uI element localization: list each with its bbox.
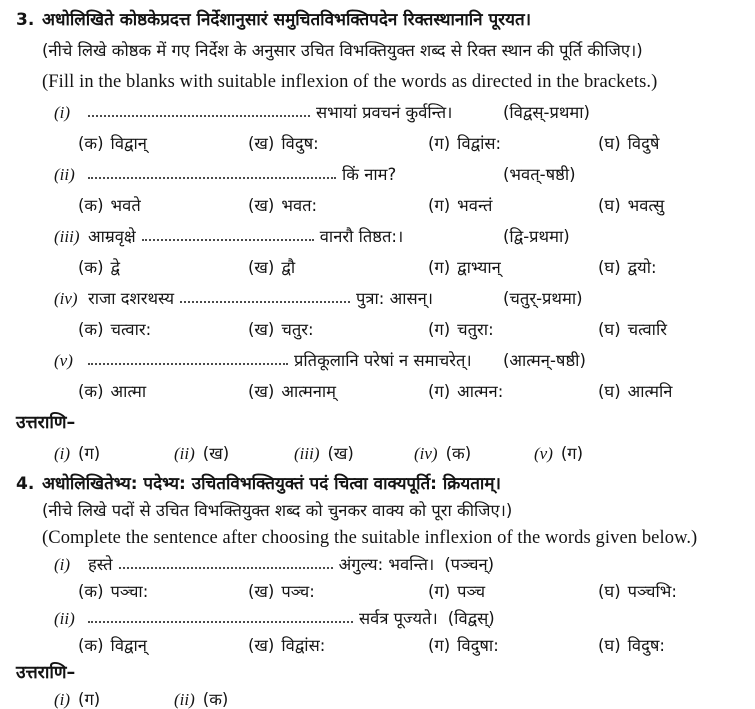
option-key: (ग) bbox=[428, 134, 451, 153]
question-3 bbox=[16, 8, 741, 466]
option-text: पञ्चा: bbox=[110, 582, 149, 601]
option-key: (ख) bbox=[248, 196, 275, 215]
option-text: विदुषा: bbox=[457, 636, 499, 655]
options-row bbox=[78, 380, 741, 404]
hindi-instruction: (नीचे लिखे पदों से उचित विभक्तियुक्त शब्द को चुनकर वाक्य को पूरा कीजिए।) bbox=[42, 501, 513, 520]
item-bracket: (चतुर्-प्रथमा) bbox=[503, 289, 583, 308]
option-text: चतुर: bbox=[281, 320, 314, 339]
option-c bbox=[428, 318, 598, 342]
option-text: पञ्चभि: bbox=[627, 582, 677, 601]
answers-row bbox=[54, 688, 741, 709]
option-text: विद्वान् bbox=[110, 636, 147, 655]
options-row bbox=[78, 318, 741, 342]
option-b bbox=[248, 194, 428, 218]
item-text: प्रतिकूलानि परेषां न समाचरेत्। bbox=[294, 351, 472, 370]
option-key: (घ) bbox=[598, 196, 621, 215]
answer-label: (iv) bbox=[414, 444, 438, 463]
item-label: (i) bbox=[54, 103, 71, 122]
answer-label: (i) bbox=[54, 690, 71, 709]
hindi-instruction: (नीचे लिखे कोष्ठक में गए निर्देश के अनुसार उचित विभक्तियुक्त शब्द से रिक्त स्थान की पूर्ति कीजिए।) bbox=[42, 41, 643, 60]
answer-item bbox=[54, 688, 174, 709]
option-text: आत्मा bbox=[110, 382, 147, 401]
option-text: विदुष: bbox=[627, 636, 665, 655]
item-text: सभायां प्रवचनं कुर्वन्ति। bbox=[316, 103, 453, 122]
option-text: भवत्सु bbox=[627, 196, 665, 215]
english-instruction: (Complete the sentence after choosing the suitable inflexion of the words given below.) bbox=[42, 528, 698, 548]
blank-dotted-line bbox=[119, 567, 333, 569]
blank-dotted-line bbox=[88, 363, 288, 365]
english-instruction: (Fill in the blanks with suitable inflexion of the words as directed in the brackets.) bbox=[42, 72, 658, 92]
option-key: (ख) bbox=[248, 582, 275, 601]
option-key: (घ) bbox=[598, 320, 621, 339]
item-bracket: (आत्मन्-षष्ठी) bbox=[503, 351, 586, 370]
item-row bbox=[54, 287, 741, 311]
item-bracket: (भवत्-षष्ठी) bbox=[503, 165, 576, 184]
item-text: किं नाम? bbox=[342, 165, 397, 184]
option-text: भवत: bbox=[281, 196, 318, 215]
item-row bbox=[54, 607, 741, 631]
options-row bbox=[78, 194, 741, 218]
option-key: (घ) bbox=[598, 636, 621, 655]
question-3-heading bbox=[16, 8, 741, 32]
blank-dotted-line bbox=[180, 301, 350, 303]
option-b bbox=[248, 318, 428, 342]
option-key: (ख) bbox=[248, 636, 275, 655]
option-key: (क) bbox=[78, 258, 104, 277]
option-key: (घ) bbox=[598, 134, 621, 153]
option-text: पञ्च: bbox=[281, 582, 315, 601]
item-row bbox=[54, 163, 741, 187]
option-c bbox=[428, 634, 598, 658]
option-text: आत्मन: bbox=[457, 382, 504, 401]
option-text: विदुषे bbox=[627, 134, 660, 153]
answer-item bbox=[174, 442, 294, 466]
option-key: (घ) bbox=[598, 258, 621, 277]
answer-label: (i) bbox=[54, 444, 71, 463]
option-text: चतुरा: bbox=[457, 320, 494, 339]
option-a bbox=[78, 318, 248, 342]
option-text: विद्वांस: bbox=[281, 636, 326, 655]
item-pre-text: हस्ते bbox=[88, 555, 113, 574]
option-text: आत्मनाम् bbox=[281, 382, 337, 401]
option-key: (क) bbox=[78, 636, 104, 655]
option-key: (ख) bbox=[248, 320, 275, 339]
option-d bbox=[598, 580, 677, 604]
option-c bbox=[428, 380, 598, 404]
option-d bbox=[598, 380, 672, 404]
question-number: 3. bbox=[16, 10, 35, 30]
option-key: (ग) bbox=[428, 382, 451, 401]
sanskrit-heading: अधोलिखितेभ्य: पदेभ्य: उचितविभक्तियुक्तं पदं चित्वा वाक्यपूर्ति: क्रियताम्। bbox=[42, 474, 501, 494]
item-row bbox=[54, 553, 741, 577]
options-row bbox=[78, 580, 741, 604]
option-d bbox=[598, 634, 665, 658]
item-row bbox=[54, 101, 741, 125]
option-b bbox=[248, 634, 428, 658]
option-text: द्वयो: bbox=[627, 258, 657, 277]
option-text: चत्वार: bbox=[110, 320, 152, 339]
answer-key: (ख) bbox=[202, 444, 230, 463]
answer-key: (ग) bbox=[78, 690, 101, 709]
option-text: द्वे bbox=[110, 258, 121, 277]
answers-heading: उत्तराणि– bbox=[16, 663, 76, 683]
answer-key: (ख) bbox=[327, 444, 354, 463]
answer-label: (iii) bbox=[294, 444, 320, 463]
option-text: पञ्च bbox=[457, 582, 486, 601]
item-label: (iv) bbox=[54, 289, 78, 308]
option-text: द्वाभ्यान् bbox=[457, 258, 501, 277]
answer-label: (ii) bbox=[174, 444, 195, 463]
blank-dotted-line bbox=[88, 177, 336, 179]
option-b bbox=[248, 580, 428, 604]
option-key: (ख) bbox=[248, 134, 275, 153]
item-label: (iii) bbox=[54, 227, 80, 246]
item-pre-text: आम्रवृक्षे bbox=[88, 227, 136, 246]
option-text: विद्वान् bbox=[110, 134, 147, 153]
option-a bbox=[78, 380, 248, 404]
option-b bbox=[248, 132, 428, 156]
item-label: (ii) bbox=[54, 609, 75, 628]
option-key: (ग) bbox=[428, 196, 451, 215]
option-c bbox=[428, 132, 598, 156]
item-label: (i) bbox=[54, 555, 71, 574]
answer-key: (ग) bbox=[78, 444, 101, 463]
option-key: (ख) bbox=[248, 258, 275, 277]
option-key: (ग) bbox=[428, 582, 451, 601]
item-text: पुत्रा: आसन्। bbox=[356, 289, 434, 308]
answer-item bbox=[414, 442, 534, 466]
answer-item bbox=[54, 442, 174, 466]
item-bracket: (विद्वस्) bbox=[447, 609, 495, 628]
option-d bbox=[598, 318, 667, 342]
blank-dotted-line bbox=[88, 115, 310, 117]
answer-key: (ग) bbox=[560, 444, 584, 463]
option-key: (क) bbox=[78, 382, 104, 401]
answer-item bbox=[534, 442, 583, 466]
option-a bbox=[78, 580, 248, 604]
option-key: (ग) bbox=[428, 258, 451, 277]
option-c bbox=[428, 194, 598, 218]
item-row bbox=[54, 349, 741, 373]
options-row bbox=[78, 256, 741, 280]
answer-key: (क) bbox=[445, 444, 472, 463]
item-label: (v) bbox=[54, 351, 73, 370]
answer-label: (ii) bbox=[174, 690, 195, 709]
item-bracket: (विद्वस्-प्रथमा) bbox=[503, 103, 590, 122]
option-a bbox=[78, 256, 248, 280]
option-key: (घ) bbox=[598, 382, 621, 401]
option-text: भवन्तं bbox=[457, 196, 493, 215]
options-row bbox=[78, 132, 741, 156]
option-b bbox=[248, 380, 428, 404]
option-text: द्वौ bbox=[281, 258, 296, 277]
option-key: (घ) bbox=[598, 582, 621, 601]
option-key: (क) bbox=[78, 196, 104, 215]
option-key: (क) bbox=[78, 582, 104, 601]
item-bracket: (द्वि-प्रथमा) bbox=[503, 227, 570, 246]
option-key: (ख) bbox=[248, 382, 275, 401]
option-key: (क) bbox=[78, 134, 104, 153]
option-text: विदुष: bbox=[281, 134, 319, 153]
answer-label: (v) bbox=[534, 444, 553, 463]
answer-item bbox=[294, 442, 414, 466]
option-c bbox=[428, 580, 598, 604]
item-text: वानरौ तिष्ठत:। bbox=[319, 227, 404, 246]
question-number: 4. bbox=[16, 474, 35, 494]
option-text: आत्मनि bbox=[627, 382, 673, 401]
option-a bbox=[78, 194, 248, 218]
option-d bbox=[598, 132, 659, 156]
blank-dotted-line bbox=[88, 621, 353, 623]
option-b bbox=[248, 256, 428, 280]
option-key: (ग) bbox=[428, 636, 451, 655]
answers-heading: उत्तराणि– bbox=[16, 413, 76, 433]
option-text: भवते bbox=[110, 196, 141, 215]
option-text: विद्वांस: bbox=[457, 134, 502, 153]
item-bracket: (पञ्चन्) bbox=[444, 555, 495, 574]
option-c bbox=[428, 256, 598, 280]
option-key: (ग) bbox=[428, 320, 451, 339]
option-a bbox=[78, 634, 248, 658]
answer-key: (क) bbox=[202, 690, 229, 709]
option-key: (क) bbox=[78, 320, 104, 339]
option-text: चत्वारि bbox=[627, 320, 667, 339]
item-text: सर्वत्र पूज्यते। bbox=[359, 609, 438, 628]
item-pre-text: राजा दशरथस्य bbox=[88, 289, 175, 308]
blank-dotted-line bbox=[142, 239, 314, 241]
option-d bbox=[598, 194, 664, 218]
option-a bbox=[78, 132, 248, 156]
question-4-heading bbox=[16, 472, 741, 496]
answer-item bbox=[174, 688, 228, 709]
item-text: अंगुल्य: भवन्ति। bbox=[338, 555, 435, 574]
sanskrit-heading: अधोलिखिते कोष्ठकेप्रदत्त निर्देशानुसारं समुचितविभक्तिपदेन रिक्तस्थानानि पूरयत। bbox=[42, 10, 532, 30]
options-row bbox=[78, 634, 741, 658]
item-row bbox=[54, 225, 741, 249]
answers-row bbox=[54, 442, 741, 466]
question-4 bbox=[16, 472, 741, 709]
option-d bbox=[598, 256, 657, 280]
item-label: (ii) bbox=[54, 165, 75, 184]
